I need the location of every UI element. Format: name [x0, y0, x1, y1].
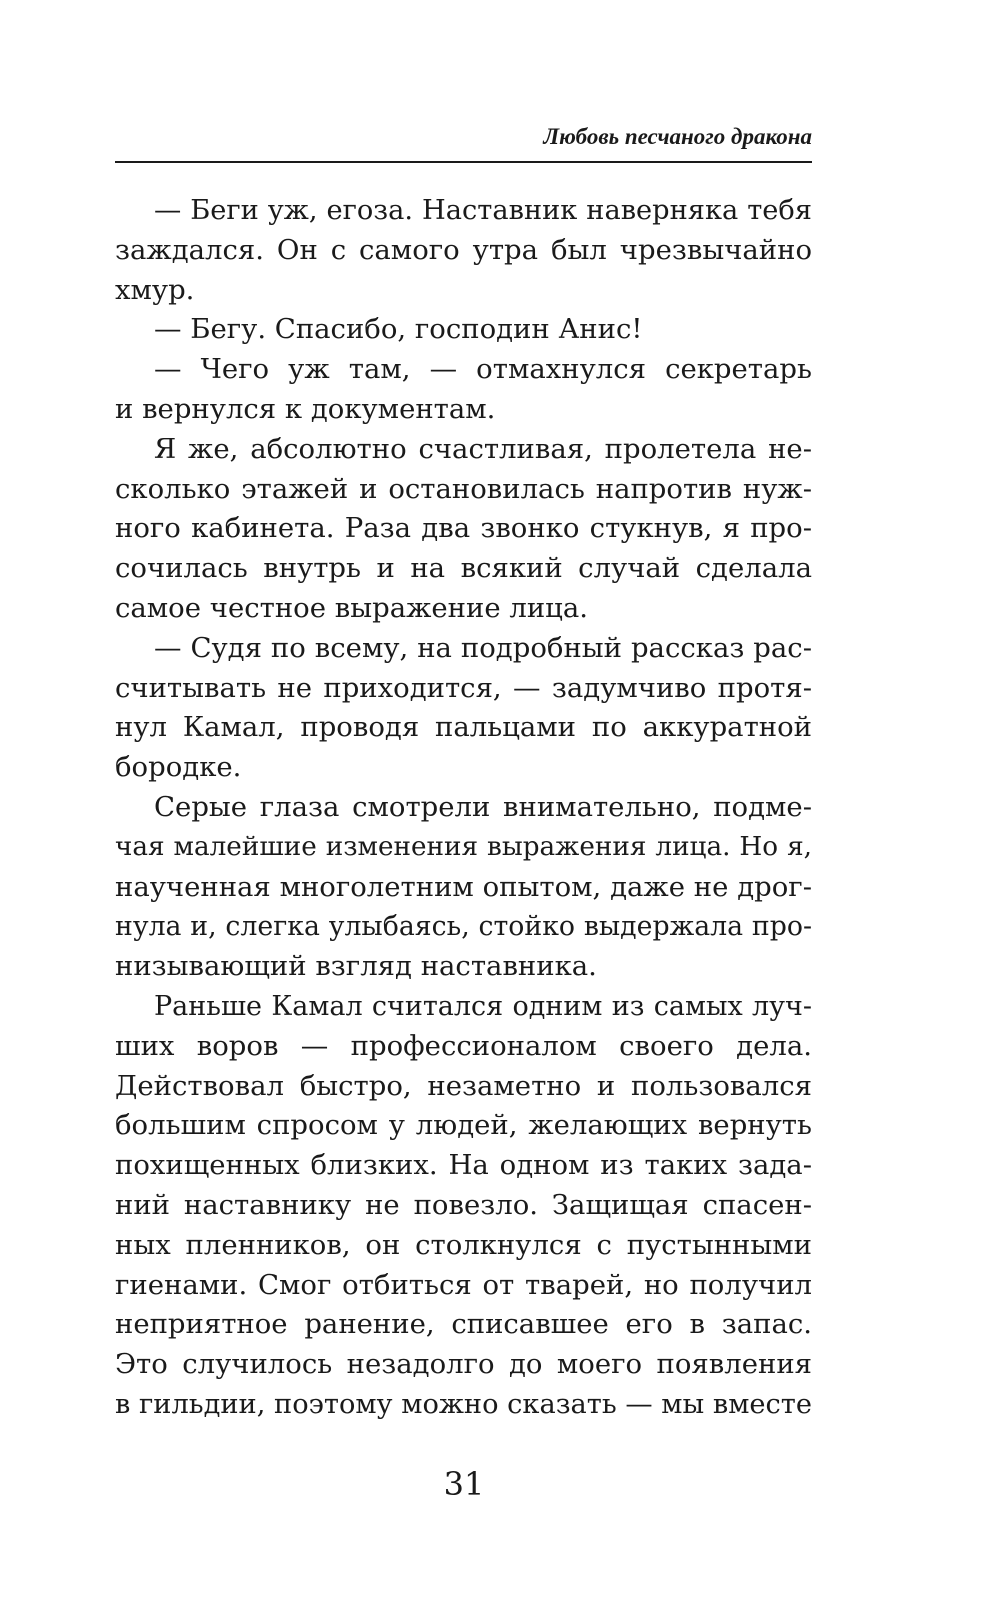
text-line: ших воров — профессионалом своего дела. [115, 1029, 812, 1062]
text-line: нул Камал, проводя пальцами по аккуратной [115, 711, 812, 744]
text-line: заждался. Он с самого утра был чрезвычайно [115, 233, 812, 266]
text-line: большим спросом у людей, желающих вернуть [115, 1109, 812, 1142]
text-line: низывающий взгляд наставника. [115, 950, 597, 983]
text-line: — Судя по всему, на подробный рассказ рас- [154, 631, 812, 664]
text-line: ний наставнику не повезло. Защищая спасен- [115, 1188, 812, 1221]
text-line: Серые глаза смотрели внимательно, подме- [154, 790, 812, 823]
text-line: неприятное ранение, списавшее его в запас. [115, 1308, 812, 1341]
text-line: считывать не приходится, — задумчиво протя- [115, 671, 812, 704]
text-line: бородке. [115, 751, 242, 784]
text-line: наученная многолетним опытом, даже не дрог- [115, 870, 812, 903]
text-line: ных пленников, он столкнулся с пустынными [115, 1228, 812, 1261]
text-line: и вернулся к документам. [115, 392, 496, 425]
text-line: сколько этажей и остановилась напротив нуж- [115, 472, 812, 505]
text-line: Действовал быстро, незаметно и пользовался [115, 1069, 812, 1102]
text-line: чая малейшие изменения выражения лица. Но я, [115, 831, 812, 862]
text-line: — Беги уж, егоза. Наставник наверняка тебя [154, 195, 812, 226]
header-rule [115, 161, 812, 163]
text-line: гиенами. Смог отбиться от тварей, но получил [115, 1268, 812, 1301]
text-line: — Чего уж там, — отмахнулся секретарь [154, 353, 812, 386]
text-line: — Бегу. Спасибо, господин Анис! [154, 313, 643, 346]
text-line: нула и, слегка улыбаясь, стойко выдержала про- [115, 911, 812, 943]
text-line: Я же, абсолютно счастливая, пролетела не- [154, 432, 812, 465]
text-line: в гильдии, поэтому можно сказать — мы вместе [115, 1388, 812, 1420]
text-line: сочилась внутрь и на всякий случай сделала [115, 552, 812, 585]
text-line: самое честное выражение лица. [115, 591, 588, 624]
page-number: 31 [443, 1465, 485, 1503]
body-text [115, 191, 812, 1425]
text-line: Раньше Камал считался одним из самых луч- [154, 990, 812, 1022]
text-line: ного кабинета. Раза два звонко стукнув, я про- [115, 512, 812, 545]
running-head-title: Любовь песчаного дракона [543, 124, 812, 149]
text-line: Это случилось незадолго до моего появления [115, 1348, 812, 1381]
text-line: похищенных близких. На одном из таких зада- [115, 1149, 812, 1182]
text-line: хмур. [115, 273, 195, 306]
